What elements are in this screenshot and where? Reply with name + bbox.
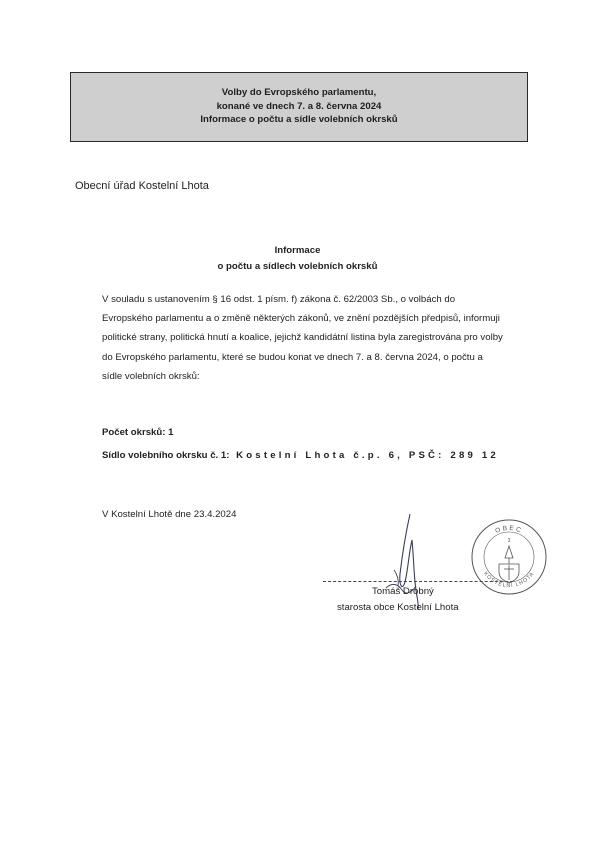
header-line-1: Volby do Evropského parlamentu, [221, 87, 377, 98]
district-seat-value: Kostelní Lhota č.p. 6, PSČ: 289 12 [236, 450, 499, 461]
header-line-3: Informace o počtu a sídle volebních okrsků [200, 114, 398, 125]
signer-name: Tomáš Drobný [372, 586, 434, 597]
body-paragraph: V souladu s ustanovením § 16 odst. 1 písm. f) zákona č. 62/2003 Sb., o volbách do Evropského parlamentu a o změně některých zákonů, ve znění pozdějších předpisů, informuji politické strany, politická hnutí a koalice, jejichž kandidátní listina byla zaregistrována pro volby do Evropského parlamentu, které se budou konat ve dnech 7. a 8. června 2024, o počtu a sídle volebních okrsků: [102, 294, 503, 382]
title-line-1: Informace [274, 245, 321, 256]
handwritten-signature [372, 512, 442, 612]
title-line-2: o počtu a sídlech volebních okrsků [217, 261, 378, 272]
stamp-bottom-text: KOSTELNÍ LHOTA [482, 570, 536, 590]
signer-role: starosta obce Kostelní Lhota [337, 602, 459, 613]
stamp-number: 3 [507, 538, 511, 544]
header-line-2: konané ve dnech 7. a 8. června 2024 [216, 100, 382, 112]
office-name: Obecní úřad Kostelní Lhota [75, 180, 209, 192]
official-stamp [470, 518, 548, 596]
shield-emblem-icon [499, 546, 519, 583]
svg-text:OBEC [494, 525, 523, 535]
district-seat [102, 450, 499, 461]
stamp-top-text: OBEC [494, 524, 524, 535]
district-seat-label: Sídlo volebního okrsku č. 1: [102, 450, 230, 461]
document-title [0, 243, 595, 275]
date-line: V Kostelní Lhotě dne 23.4.2024 [102, 509, 237, 520]
header-box [70, 72, 528, 142]
district-count: Počet okrsků: 1 [102, 427, 174, 438]
